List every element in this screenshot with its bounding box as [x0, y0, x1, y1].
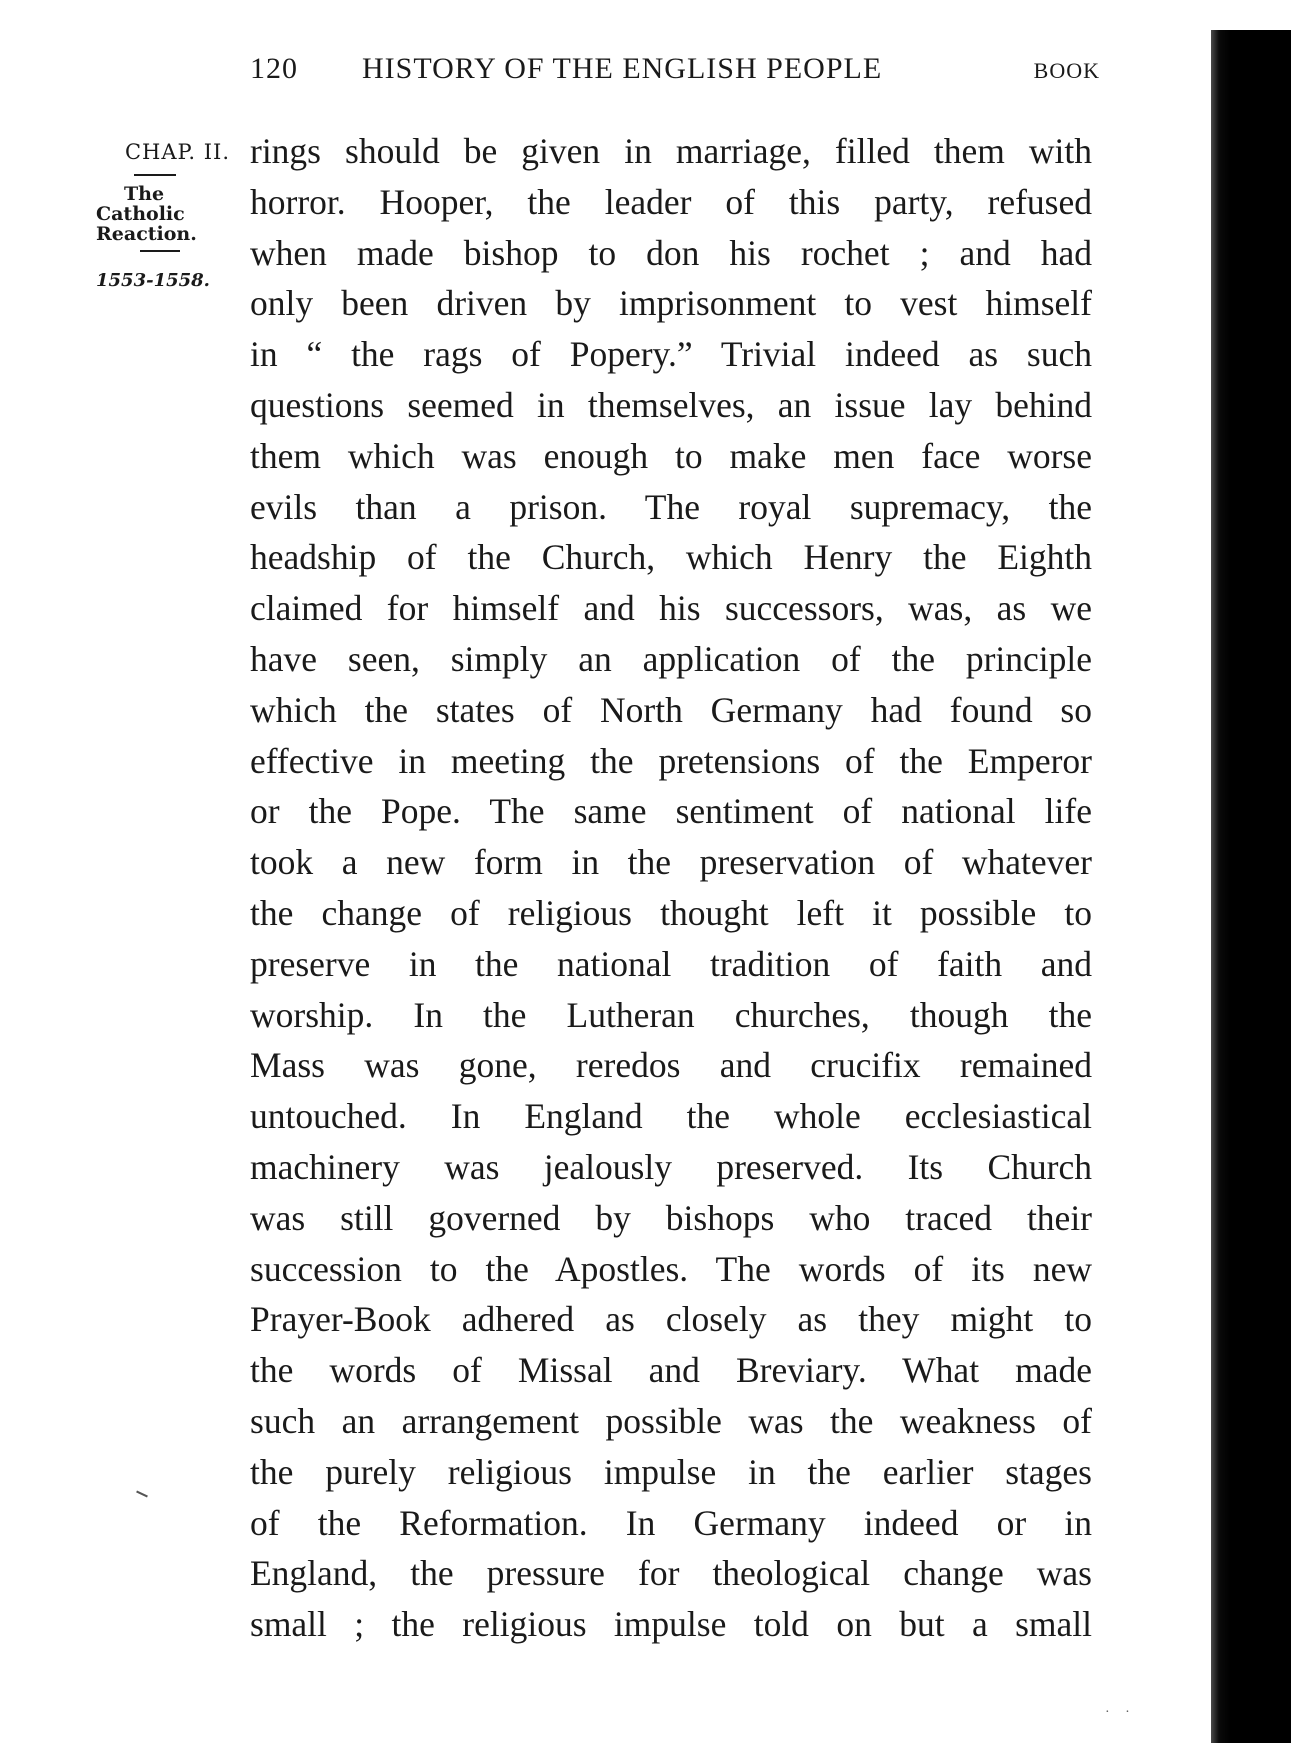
body-text [250, 126, 1092, 1650]
book-label: BOOK [1033, 58, 1100, 83]
text-line: rings should be given in marriage, filled them with [250, 131, 1092, 171]
text-line: them which was enough to make men face worse [250, 435, 1092, 476]
text-line: effective in meeting the pretensions of the Emperor [250, 740, 1092, 781]
text-line: when made bishop to don his rochet ; and had [250, 232, 1092, 273]
margin-notes [96, 134, 230, 291]
text-line: machinery was jealously preserved. Its Church [250, 1146, 1092, 1187]
text-line: of the Reformation. In Germany indeed or in [250, 1502, 1092, 1543]
text-line: was still governed by bishops who traced their [250, 1197, 1092, 1238]
section-note-line: Reaction. [96, 223, 197, 245]
text-line: questions seemed in themselves, an issue lay behind [250, 384, 1092, 425]
text-line: headship of the Church, which Henry the Eighth [250, 537, 1092, 578]
text-line: which the states of North Germany had found so [250, 689, 1092, 730]
section-note [96, 184, 230, 244]
text-line: the change of religious thought left it possible to [250, 892, 1092, 933]
text-line: preserve in the national tradition of faith and [250, 943, 1092, 984]
scan-edge-shadow [1211, 30, 1291, 1743]
margin-rule [140, 250, 180, 252]
page-number: 120 [250, 52, 298, 85]
text-line: Mass was gone, reredos and crucifix remained [250, 1045, 1092, 1086]
text-line: took a new form in the preservation of whatever [250, 842, 1092, 883]
text-line: horror. Hooper, the leader of this party, refused [250, 181, 1092, 222]
text-line: such an arrangement possible was the weakness of [250, 1400, 1092, 1441]
text-line: evils than a prison. The royal supremacy, the [250, 486, 1092, 527]
text-line: small ; the religious impulse told on but a small [250, 1604, 1092, 1645]
date-range: 1553-1558. [96, 270, 210, 291]
text-line: have seen, simply an application of the principle [250, 638, 1092, 679]
section-note-line: Catholic [96, 203, 185, 225]
text-line: succession to the Apostles. The words of its new [250, 1248, 1092, 1289]
text-line: untouched. In England the whole ecclesiastical [250, 1096, 1092, 1137]
text-line: Prayer-Book adhered as closely as they might to [250, 1299, 1092, 1340]
text-line: in “ the rags of Popery.” Trivial indeed as such [250, 334, 1092, 375]
margin-rule [134, 174, 176, 176]
text-line: the purely religious impulse in the earlier stages [250, 1451, 1092, 1492]
text-line: claimed for himself and his successors, was, as we [250, 588, 1092, 629]
running-head [250, 44, 1100, 96]
chapter-label: CHAP. II. [124, 140, 230, 164]
text-line: worship. In the Lutheran churches, though the [250, 994, 1092, 1035]
section-note-line: The [124, 183, 165, 205]
text-line: or the Pope. The same sentiment of national life [250, 791, 1092, 832]
text-line: the words of Missal and Breviary. What made [250, 1350, 1092, 1391]
text-line: only been driven by imprisonment to vest himself [250, 283, 1092, 324]
scan-specks: · · [1105, 1705, 1136, 1720]
stray-mark [136, 1491, 148, 1498]
book-title: HISTORY OF THE ENGLISH PEOPLE [362, 52, 883, 85]
text-line: England, the pressure for theological change was [250, 1553, 1092, 1594]
